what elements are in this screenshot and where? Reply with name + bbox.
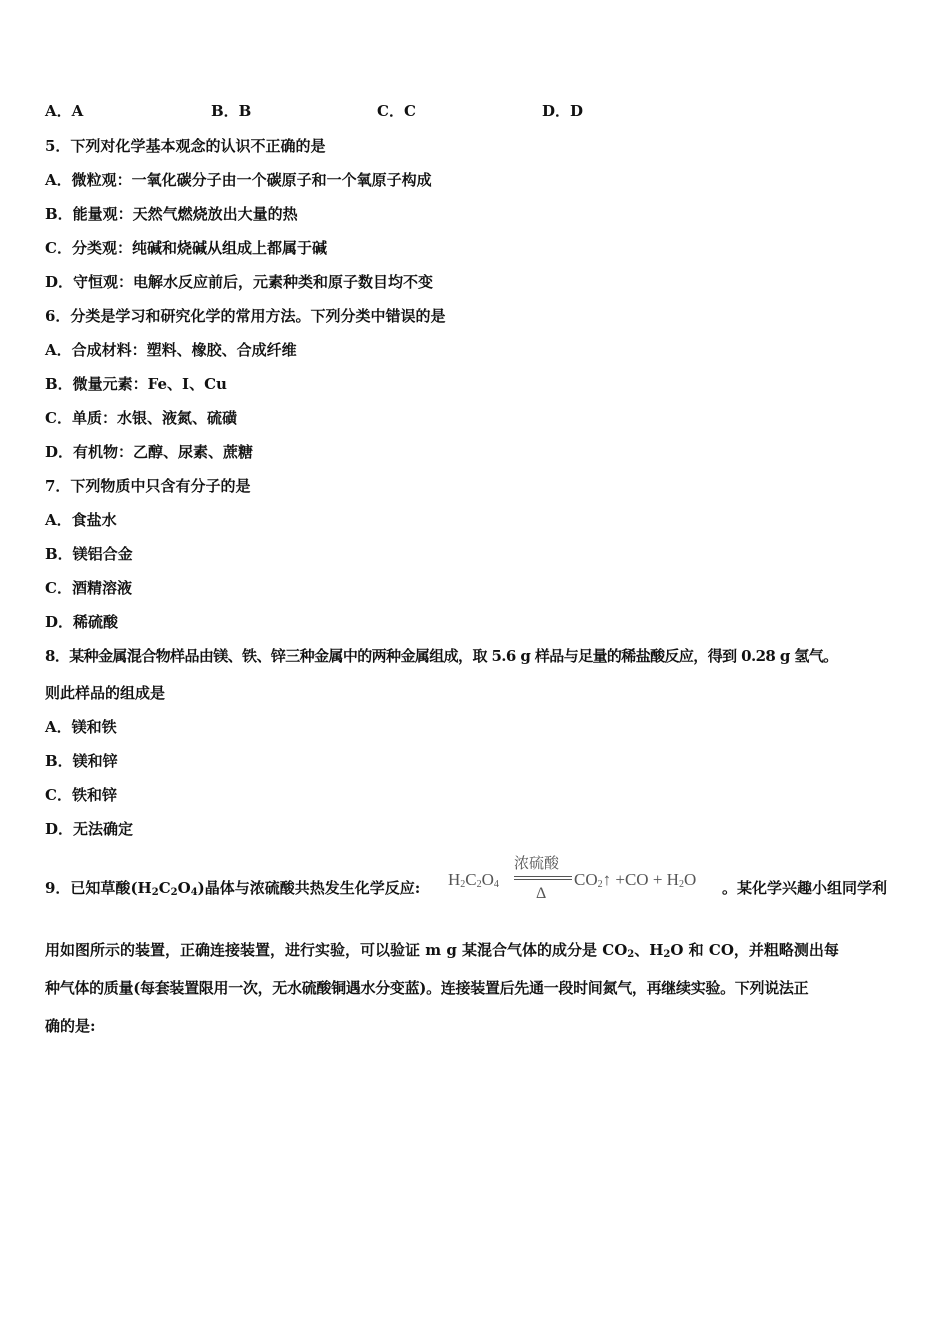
q4-options [45, 100, 645, 122]
product-subscript: 2 [678, 879, 684, 890]
q5-option-c: C．分类观：纯碱和烧碱从组成上都属于碱 [45, 239, 327, 257]
q9-subscript: 4 [190, 887, 198, 898]
product-o: O [683, 870, 697, 889]
product-rest: ↑ +CO + H [602, 870, 679, 889]
q7-option-b: B．镁铝合金 [45, 545, 133, 563]
q7-option-a: A．食盐水 [45, 511, 117, 529]
reaction-equation [448, 852, 720, 908]
q4-option-a: A．A [45, 102, 84, 120]
q9-line2-text: 用如图所示的装置，正确连接装置，进行实验，可以验证 m g 某混合气体的成分是 CO [45, 941, 628, 959]
q5-option-a: A．微粒观：一氧化碳分子由一个碳原子和一个氧原子构成 [45, 171, 432, 189]
q9-line2-text: O 和 CO，并粗略测出每 [670, 941, 839, 959]
q5-option-d: D．守恒观：电解水反应前后，元素种类和原子数目均不变 [45, 273, 434, 291]
reaction-arrow-line [514, 876, 572, 877]
q6-option-c: C．单质：水银、液氮、硫磺 [45, 409, 237, 427]
reactant-c: C [465, 870, 477, 889]
reactant-formula [448, 870, 499, 890]
product-subscript: 2 [597, 879, 603, 890]
q9-stem-tail: 。某化学兴趣小组同学利 [722, 879, 888, 897]
q8-option-d: D．无法确定 [45, 820, 134, 838]
q8-stem-line1: 8．某种金属混合物样品由镁、铁、锌三种金属中的两种金属组成，取 5.6 g 样品与足量的稀盐酸反应，得到 0.28 g 氢气。 [45, 647, 838, 665]
q5-option-b: B．能量观：天然气燃烧放出大量的热 [45, 205, 298, 223]
reactant-h: H [448, 870, 461, 889]
product-formula [574, 870, 696, 890]
q8-option-c: C．铁和锌 [45, 786, 117, 804]
q4-option-b: B．B [211, 102, 252, 120]
q9-line2-text: 、H [634, 941, 664, 959]
reactant-subscript: 2 [476, 879, 482, 890]
reactant-subscript: 4 [493, 879, 499, 890]
q7-stem: 7．下列物质中只含有分子的是 [45, 477, 251, 495]
q9-subscript: 2 [151, 887, 159, 898]
q7-option-c: C．酒精溶液 [45, 579, 132, 597]
q4-option-c: C．C [377, 102, 416, 120]
product-co2: CO [574, 870, 598, 889]
q9-stem-text: 9．已知草酸(H [45, 879, 152, 897]
reaction-arrow-line [514, 879, 572, 880]
q8-option-a: A．镁和铁 [45, 718, 117, 736]
q9-line2-subscript: 2 [663, 949, 671, 960]
q9-subscript: 2 [170, 887, 178, 898]
q9-stem [45, 877, 420, 904]
q6-option-a: A．合成材料：塑料、橡胶、合成纤维 [45, 341, 297, 359]
q6-stem: 6．分类是学习和研究化学的常用方法。下列分类中错误的是 [45, 307, 446, 325]
q6-option-b: B．微量元素：Fe、I、Cu [45, 375, 227, 393]
q9-stem-text-end: )晶体与浓硫酸共热发生化学反应: [197, 879, 421, 897]
q9-line2 [45, 939, 839, 966]
q9-line4: 确的是: [45, 1017, 96, 1035]
q9-line3: 种气体的质量(每套装置限用一次，无水硫酸铜遇水分变蓝)。连接装置后先通一段时间氮气，再继续实验。下列说法正 [45, 979, 809, 997]
q9-line2-subscript: 2 [627, 949, 635, 960]
q8-stem-line2: 则此样品的组成是 [45, 684, 166, 702]
q9-formula-c: C [158, 879, 171, 897]
q6-option-d: D．有机物：乙醇、尿素、蔗糖 [45, 443, 254, 461]
reaction-condition-bottom: Δ [536, 885, 547, 902]
q5-stem: 5．下列对化学基本观念的认识不正确的是 [45, 137, 326, 155]
q8-option-b: B．镁和锌 [45, 752, 118, 770]
reactant-o: O [481, 870, 494, 889]
reaction-condition-top: 浓硫酸 [514, 854, 560, 872]
q7-option-d: D．稀硫酸 [45, 613, 119, 631]
reactant-subscript: 2 [460, 879, 466, 890]
q9-formula-o: O [177, 879, 191, 897]
q4-option-d: D．D [542, 102, 584, 120]
